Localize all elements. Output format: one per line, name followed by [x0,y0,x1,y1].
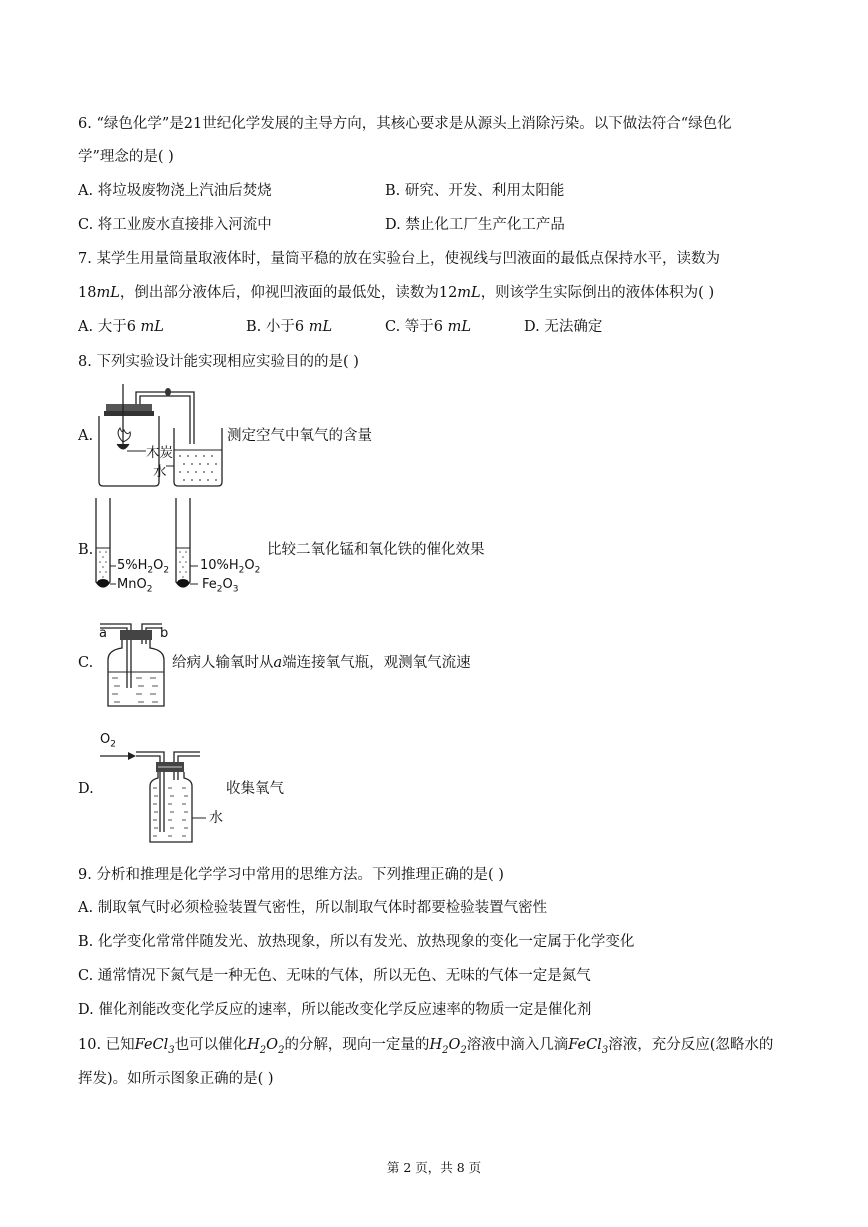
q8-a-caption: 测定空气中氧气的含量 [227,428,372,444]
q7-option-d: D. 无法确定 [524,319,603,335]
q8-b-left-solution-label: $5\%H_2O_2$ [117,558,170,576]
q7-option-b: B. 小于6 mL [246,319,333,335]
q9-stem: 9. 分析和推理是化学学习中常用的思维方法。下列推理正确的是( ) [78,867,504,883]
q8-b-left-solid-label: MnO$_2$ [117,577,153,595]
q8-d-collection-figure [96,746,208,846]
q8-option-c-letter: C. [78,655,94,671]
q8-option-b-letter: B. [78,542,94,558]
q7-unit: mL [457,285,481,301]
q8-b-right-leaders [190,562,200,588]
q8-a-label-charcoal: 木炭 [146,445,173,461]
q8-b-right-solution-label: $10\%H_2O_2$ [200,558,261,576]
q7-option-c: C. 等于6 mL [385,319,472,335]
q9-option-b: B. 化学变化常常伴随发光、放热现象，所以有发光、放热现象的变化一定属于化学变化 [78,934,635,950]
q9-option-a: A. 制取氧气时必须检验装置气密性，所以制取气体时都要检验装置气密性 [78,900,548,916]
q6-option-c: C. 将工业废水直接排入河流中 [78,217,272,233]
q8-c-port-b-label: b [160,626,169,641]
q7-text: ，则该学生实际倒出的液体体积为( ) [480,285,715,301]
q6-option-a: A. 将垃圾废物浇上汽油后焚烧 [78,183,272,199]
q8-stem: 8. 下列实验设计能实现相应实验目的的是( ) [78,354,359,370]
q7-option-a: A. 大于6 mL [78,319,164,335]
q8-option-d-letter: D. [78,781,94,797]
q6-option-d: D. 禁止化工厂生产化工产品 [385,217,565,233]
q7-unit: mL [96,285,120,301]
q6-stem-line1: 6. “绿色化学”是21世纪化学发展的主导方向，其核心要求是从源头上消除污染。以下做法符合“绿色化 [78,116,732,132]
q9-option-d: D. 催化剂能改变化学反应的速率，所以能改变化学反应速率的物质一定是催化剂 [78,1002,592,1018]
q7-stem-line2 [78,283,714,303]
q8-option-a-letter: A. [78,428,94,444]
q7-text: ，倒出部分液体后，仰视凹液面的最低处，读数为 [119,285,439,301]
q8-b-right-solid-label: $Fe_2O_3$ [202,577,239,595]
q8-b-caption: 比较二氧化锰和氧化铁的催化效果 [267,542,485,558]
q8-c-port-a-label: a [99,626,107,641]
q10-stem-line2: 挥发)。如所示图象正确的是( ) [78,1071,274,1087]
q7-second-reading: 12 [438,285,458,301]
q8-d-water-label: 水 [209,810,223,826]
q6-option-b: B. 研究、开发、利用太阳能 [385,183,565,199]
q8-d-gas-label: $O_2$ [100,732,116,750]
q7-stem-line1: 7. 某学生用量筒量取液体时，量筒平稳的放在实验台上，使视线与凹液面的最低点保持水平，读数为 [78,251,720,267]
q8-c-caption: 给病人输氧时从a端连接氧气瓶，观测氧气流速 [172,655,471,671]
page-footer: 第 2 页，共 8 页 [386,1160,482,1175]
q6-stem-line2: 学”理念的是( ) [78,149,174,165]
q10-stem-line1: 10. 已知FeCl$_3$也可以催化$H_2O_2$的分解，现向一定量的$H_2O_2$溶液中滴入几滴FeCl$_3$溶液，充分反应(忽略水的 [78,1037,774,1056]
q8-d-caption: 收集氧气 [226,781,284,797]
q9-option-c: C. 通常情况下氮气是一种无色、无味的气体，所以无色、无味的气体一定是氮气 [78,968,591,984]
q8-a-label-water: 水 [153,464,167,480]
q7-first-reading: 18 [78,285,97,301]
